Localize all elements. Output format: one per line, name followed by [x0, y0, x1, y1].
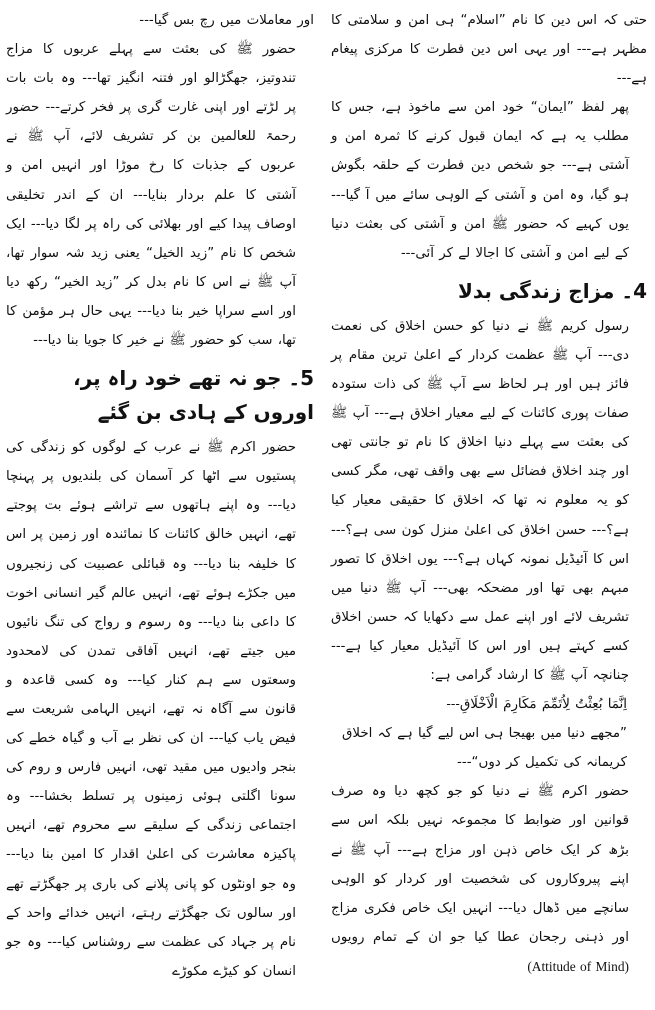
section-heading: 4۔ مزاج زندگی بدلا — [457, 278, 647, 303]
paragraph: حضور ﷺ کی بعثت سے پہلے عربوں کا مزاج تندوتیز، جھگڑالو اور فتنہ انگیز تھا--- وہ بات بات پر لڑتے اور اپنی غارت گری پر فخر کرتے--- حضور رحمۃ للعالمین بن کر تشریف لائے، آپ ﷺ نے عربوں کے جذبات کا رخ موڑا اور انہیں امن و آشتی کا علم بردار بنایا--- ان کے اندر تخلیقی اوصاف پیدا کیے اور بھلائی کی راہ پر لگا دیا--- ایک شخص کا نام ”زید الخیل“ یعنی زید شہ سوار تھا، آپ ﷺ نے اس کا نام بدل کر ”زید الخیر“ رکھ دیا اور اسے سراپا خیر بنا دیا--- یہی حال ہر مؤمن کا تھا، سب کو حضور ﷺ نے خیر کا جویا بنا دیا--- — [6, 42, 296, 349]
paragraph: حضور اکرم ﷺ نے عرب کے لوگوں کو زندگی کی پستیوں سے اٹھا کر آسمان کی بلندیوں پر پہنچا دیا--- وہ اپنے ہاتھوں سے تراشے ہوئے بت پوجتے تھے، انہیں خالق کائنات کا نمائندہ اور زمین پر اس کا خلیفہ بنا دیا--- وہ قبائلی عصبیت کی زنجیروں میں جکڑے ہوئے تھے، انہیں عالم گیر انسانی اخوت کا داعی بنا دیا--- وہ رسوم و رواج کی تنگ نائیوں میں جیتے تھے، انہیں آفاقی تمدن کی لامحدود وسعتوں سے ہم کنار کیا--- وہ کسی قاعدہ و قانون سے آگاہ نہ تھے، انہیں الہامی شریعت سے فیض یاب کیا--- ان کی نظر بے آب و گیاہ خطے کی بنجر وادیوں میں مقید تھی، انہیں فارس و روم کی سونا اگلتی ہوئی زمینوں پر تسلط بخشا--- وہ اجتماعی زندگی کے سلیقے سے محروم تھے، انہیں پاکیزہ معاشرت کی اعلیٰ اقدار کا امین بنا دیا--- وہ جو اونٹوں کو پانی پلانے کی باری پر جھگڑتے تھے اور سالوں تک جھگڑتے رہتے، انہیں خدائے واحد کے نام پر جہاد کی عظمت سے روشناس کیا--- وہ جو انسان کو کیڑے مکوڑے — [6, 440, 296, 979]
right-column — [327, 0, 655, 1010]
left-column — [0, 0, 318, 1010]
paragraph — [331, 777, 647, 982]
paragraph: حتی کہ اس دین کا نام ”اسلام“ ہی امن و سلامتی کا مظہر ہے--- اور یہی اس دین فطرت کا مرکزی پیغام ہے--- — [331, 13, 647, 87]
paragraph: اور معاملات میں رچ بس گیا--- — [139, 13, 314, 28]
paragraph-text: حضور اکرم ﷺ نے دنیا کو جو کچھ دیا وہ صرف قوانین اور ضوابط کا مجموعہ نہیں بلکہ اس سے بڑھ کر ایک خاص ذہن اور مزاج ہے--- آپ ﷺ نے اپنے پیروکاروں کی شخصیت اور کردار کو الوہی سانچے میں ڈھال دیا--- انہیں ایک خاص فکری مزاج اور ذہنی رجحان عطا کیا جو ان کے تمام رویوں — [331, 784, 629, 945]
english-term: (Attitude of Mind) — [527, 958, 629, 974]
section-heading: 5۔ جو نہ تھے خود راہ پر، اوروں کے ہادی بن گئے — [73, 366, 314, 425]
paragraph: پھر لفظ ”ایمان“ خود امن سے ماخوذ ہے، جس کا مطلب یہ ہے کہ ایمان قبول کرنے کا ثمرہ امن و آشتی ہے--- جو شخص دین فطرت کے حلقہ بگوش ہو گیا، وہ امن و آشتی کے الوہی سائے میں آ گیا--- یوں کہیے کہ حضور ﷺ امن و آشتی کی بعثت دنیا کے لیے امن و آشتی کا اجالا لے کر آئی--- — [331, 100, 629, 261]
paragraph: رسول کریم ﷺ نے دنیا کو حسن اخلاق کی نعمت دی--- آپ ﷺ عظمت کردار کے اعلیٰ ترین مقام پر فائز ہیں اور ہر لحاظ سے آپ ﷺ کی ذات ستودہ صفات پوری کائنات کے لیے معیار اخلاق ہے--- آپ ﷺ کی بعثت سے پہلے دنیا اخلاق کا نام تو جانتی تھی اور چند اخلاق فضائل سے بھی واقف تھی، مگر کسی کو یہ معلوم نہ تھا کہ اخلاق کا حقیقی معیار کیا ہے؟--- حسن اخلاق کی اعلیٰ منزل کون سی ہے؟--- اس کا آئیڈیل نمونہ کہاں ہے؟--- یوں اخلاق کا تصور مبہم بھی تھا اور مضحکہ بھی--- آپ ﷺ دنیا میں تشریف لائے اور اپنے عمل سے دکھایا کہ حسن اخلاق کسے کہتے ہیں اور اس کا آئیڈیل معیار کیا ہے--- چنانچہ آپ ﷺ کا ارشاد گرامی ہے: — [331, 318, 629, 683]
arabic-hadith: اِنَّمَا بُعِثْتُ لِاُتَمِّمَ مَکَارِمَ الْاَخْلَاقِ--- — [446, 697, 627, 713]
hadith-translation: ”مجھے دنیا میں بھیجا ہی اس لیے گیا ہے کہ اخلاق کریمانہ کی تکمیل کر دوں“--- — [341, 726, 627, 771]
